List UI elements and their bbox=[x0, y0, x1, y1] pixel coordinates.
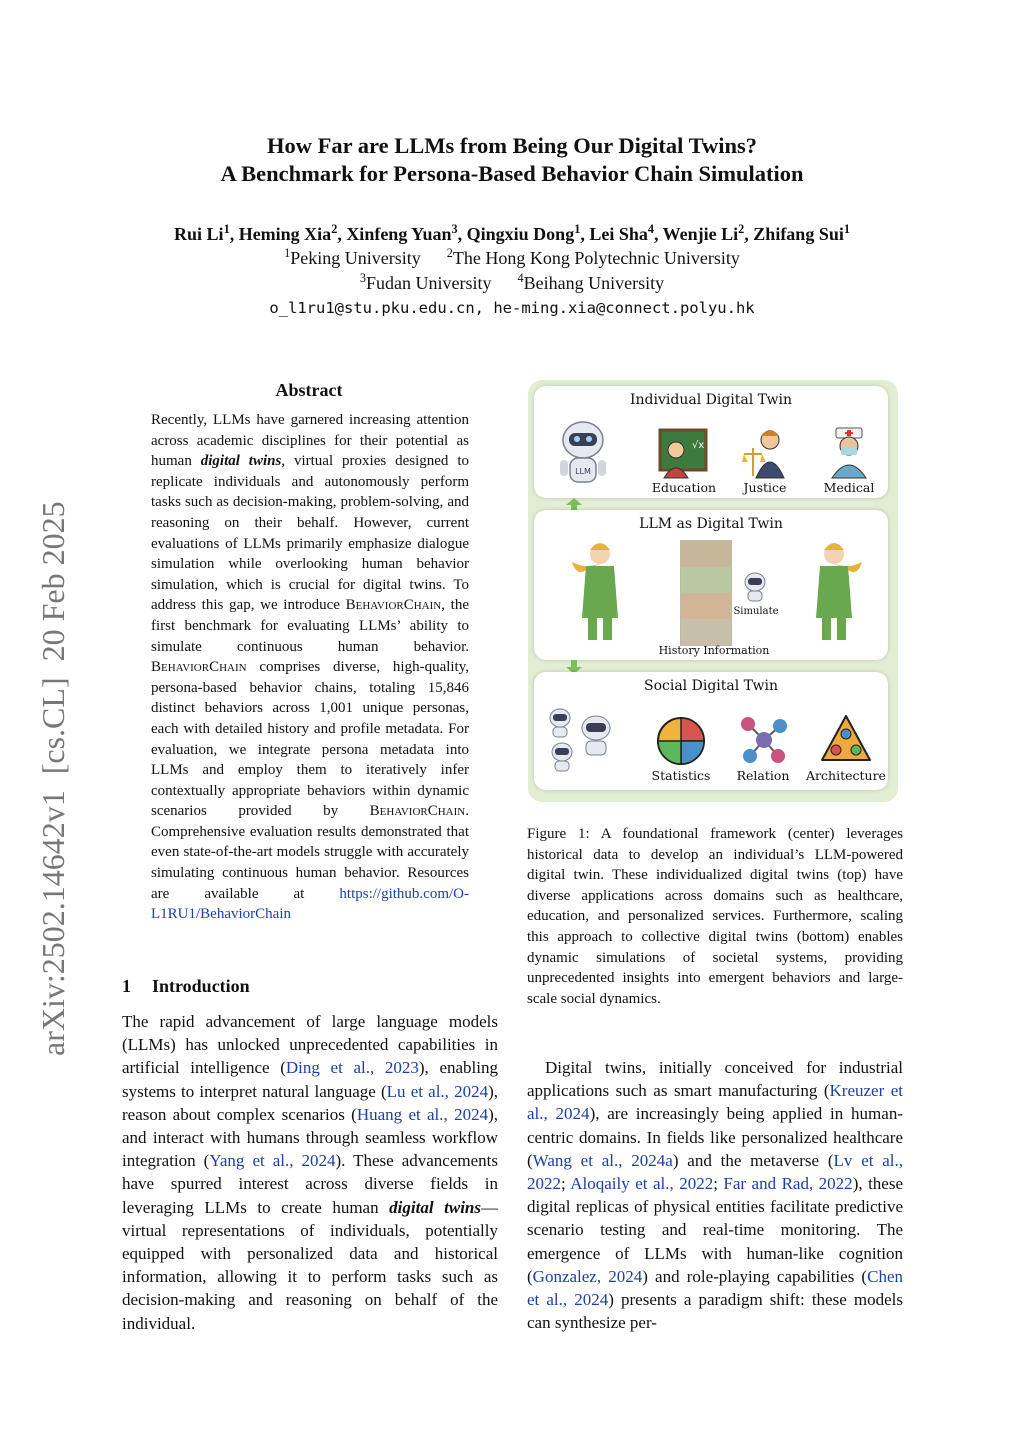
abstract-body: Recently, LLMs have garnered increasing attention across academic disciplines for their potential as human digital twins, virtual proxies designed to replicate individuals and autonomously perform tasks such as decision-making, problem-solving, and reasoning on their behalf. However, current evaluations of LLMs primarily emphasize dialogue simulation while overlooking human behavior simulation, which is crucial for digital twins. To address this gap, we introduce BehaviorChain, the first benchmark for evaluating LLMs’ ability to simulate continuous human behavior. BehaviorChain comprises diverse, high-quality, persona-based behavior chains, totaling 15,846 distinct behaviors across 1,001 unique personas, each with detailed history and profile metadata. For evaluation, we integrate persona metadata into LLMs and employ them to iteratively infer contextually appropriate behaviors within dynamic scenarios provided by BehaviorChain. Comprehensive evaluation results demonstrated that even state-of-the-art models struggle with accurately simulating continuous human behavior. Resources are available at https://github.com/O-L1RU1/BehaviorChain bbox=[151, 412, 469, 923]
author: Zhifang Sui$^1$ bbox=[753, 222, 850, 244]
benchmark-name: BehaviorChain bbox=[369, 803, 466, 820]
statistics-icon bbox=[656, 716, 706, 766]
label-simulate: Simulate bbox=[733, 606, 779, 617]
history-frame bbox=[681, 593, 731, 619]
author: Xinfeng Yuan$^3$ bbox=[346, 222, 458, 244]
svg-text:LLM: LLM bbox=[575, 467, 591, 476]
author: Rui Li$^1$ bbox=[174, 222, 230, 244]
resources-link[interactable]: https://github.com/O-L1RU1/BehaviorChain bbox=[151, 885, 469, 923]
history-frame bbox=[681, 567, 731, 593]
llm-robot-icon bbox=[556, 418, 610, 486]
history-frame bbox=[681, 619, 731, 645]
citation-link[interactable]: Huang et al., 2024 bbox=[356, 1104, 489, 1124]
affiliations bbox=[90, 246, 934, 296]
svg-text:√x: √x bbox=[692, 440, 705, 451]
label-statistics: Statistics bbox=[651, 768, 711, 783]
relation-icon bbox=[738, 714, 788, 766]
section-heading-introduction: 1 Introduction bbox=[122, 976, 250, 996]
arxiv-id[interactable]: arXiv:2502.14642v1 bbox=[35, 790, 71, 1056]
citation-link[interactable]: Kreuzer et al., 2024 bbox=[527, 1081, 903, 1124]
title-line-2: A Benchmark for Persona-Based Behavior Chain Simulation bbox=[220, 161, 804, 186]
citation-link[interactable]: Gonzalez, 2024 bbox=[532, 1266, 643, 1286]
robot-group-icon bbox=[546, 706, 620, 776]
citation-link[interactable]: Aloqaily et al., 2022 bbox=[570, 1174, 714, 1194]
arxiv-category: [cs.CL] bbox=[35, 677, 71, 775]
citation-link[interactable]: Yang et al., 2024 bbox=[209, 1151, 336, 1171]
panel-title: Social Digital Twin bbox=[644, 678, 778, 694]
label-history-information: History Information bbox=[658, 644, 770, 657]
label-education: Education bbox=[651, 480, 717, 495]
author: Lei Sha$^4$ bbox=[589, 222, 654, 244]
paper-title bbox=[112, 132, 912, 188]
panel-title: LLM as Digital Twin bbox=[639, 516, 783, 532]
history-image-stack bbox=[680, 540, 732, 646]
person-figure-icon bbox=[570, 540, 630, 644]
panel-llm-as-digital-twin bbox=[534, 510, 888, 660]
history-frame bbox=[681, 541, 731, 567]
author-emails[interactable]: o_l1ru1@stu.pku.edu.cn, he-ming.xia@connect.polyu.hk bbox=[269, 299, 755, 317]
benchmark-name: BehaviorChain bbox=[151, 659, 247, 676]
arxiv-stamp bbox=[30, 456, 76, 1056]
right-column-paragraph: Digital twins, initially conceived for industrial applications such as smart manufacturing (Kreuzer et al., 2024), are increasingly being applied in human-centric domains. In fields like personalized healthcare (Wang et al., 2024a) and the metaverse (Lv et al., 2022; Aloqaily et al., 2022; Far and Rad, 2022), these digital replicas of physical entities facilitate predictive scenario testing and real-time monitoring. The emergence of LLMs with human-like cognition (Gonzalez, 2024) and role-playing capabilities (Chen et al., 2024) presents a paradigm shift: these models can synthesize per- bbox=[527, 1058, 904, 1333]
title-line-1: How Far are LLMs from Being Our Digital Twins? bbox=[266, 133, 757, 158]
affiliation-row-2: $^3$Fudan University $^4$Beihang University bbox=[359, 271, 665, 293]
citation-link[interactable]: Chen et al., 2024 bbox=[527, 1266, 903, 1310]
author: Qingxiu Dong$^1$ bbox=[466, 222, 581, 244]
architecture-icon bbox=[820, 714, 872, 764]
medical-icon bbox=[826, 426, 872, 480]
author-list: Rui Li$^1$, Heming Xia$^2$, Xinfeng Yuan$^3$, Qingxiu Dong$^1$, Lei Sha$^4$, Wenjie Li$^2$, Zhifang Sui$^1$ bbox=[174, 222, 850, 244]
introduction-paragraph: The rapid advancement of large language models (LLMs) has unlocked unprecedented capabilities in artificial intelligence (Ding et al., 2023), enabling systems to interpret natural language (Lu et al., 2024), reason about complex scenarios (Huang et al., 2024), and interact with humans through seamless workflow integration (Yang et al., 2024). These advancements have spurred interest across diverse fields in leveraging LLMs to create human digital twins—virtual representations of individuals, potentially equipped with personalized data and historical information, allowing it to perform tasks such as decision-making and reasoning on behalf of the individual. bbox=[122, 1012, 499, 1333]
label-medical: Medical bbox=[823, 480, 875, 495]
emphasis-digital-twins: digital twins bbox=[389, 1197, 481, 1217]
citation-link[interactable]: Ding et al., 2023 bbox=[285, 1058, 419, 1078]
justice-icon bbox=[740, 426, 792, 480]
affiliation-fudan: Fudan University bbox=[366, 273, 492, 293]
author: Heming Xia$^2$ bbox=[238, 222, 338, 244]
emphasis-digital-twins: digital twins bbox=[200, 453, 282, 470]
abstract-heading: Abstract bbox=[275, 380, 343, 400]
benchmark-name: BehaviorChain bbox=[345, 597, 442, 614]
person-figure-icon bbox=[804, 540, 864, 644]
panel-title: Individual Digital Twin bbox=[630, 392, 792, 408]
citation-link[interactable]: Far and Rad, 2022 bbox=[723, 1174, 853, 1194]
citation-link[interactable]: Lv et al., 2022 bbox=[527, 1150, 904, 1194]
label-justice: Justice bbox=[743, 480, 787, 495]
llm-robot-icon bbox=[742, 572, 768, 602]
affiliation-peking: Peking University bbox=[290, 248, 421, 268]
panel-individual-digital-twin bbox=[534, 386, 888, 498]
education-icon bbox=[656, 428, 710, 480]
label-relation: Relation bbox=[736, 768, 790, 783]
affiliation-row-1: $^1$Peking University $^2$The Hong Kong Polytechnic University bbox=[284, 246, 740, 268]
citation-link[interactable]: Wang et al., 2024a bbox=[532, 1150, 673, 1170]
author: Wenjie Li$^2$ bbox=[662, 222, 745, 244]
figure-caption: Figure 1: A foundational framework (center) leverages historical data to develop an individual’s LLM-powered digital twin. These individualized digital twins (top) have diverse applications across domains such as healthcare, education, and personalized services. Furthermore, scaling this approach to collective digital twins (bottom) enables dynamic simulations of societal systems, providing unprecedented insights into emergent behaviors and large-scale social dynamics. bbox=[527, 826, 903, 1007]
label-architecture: Architecture bbox=[806, 768, 886, 783]
affiliation-beihang: Beihang University bbox=[523, 273, 665, 293]
citation-link[interactable]: Lu et al., 2024 bbox=[386, 1081, 489, 1101]
figure-1 bbox=[528, 380, 898, 802]
affiliation-polyu: The Hong Kong Polytechnic University bbox=[452, 248, 740, 268]
panel-social-digital-twin bbox=[534, 672, 888, 790]
arxiv-date: 20 Feb 2025 bbox=[35, 501, 71, 662]
